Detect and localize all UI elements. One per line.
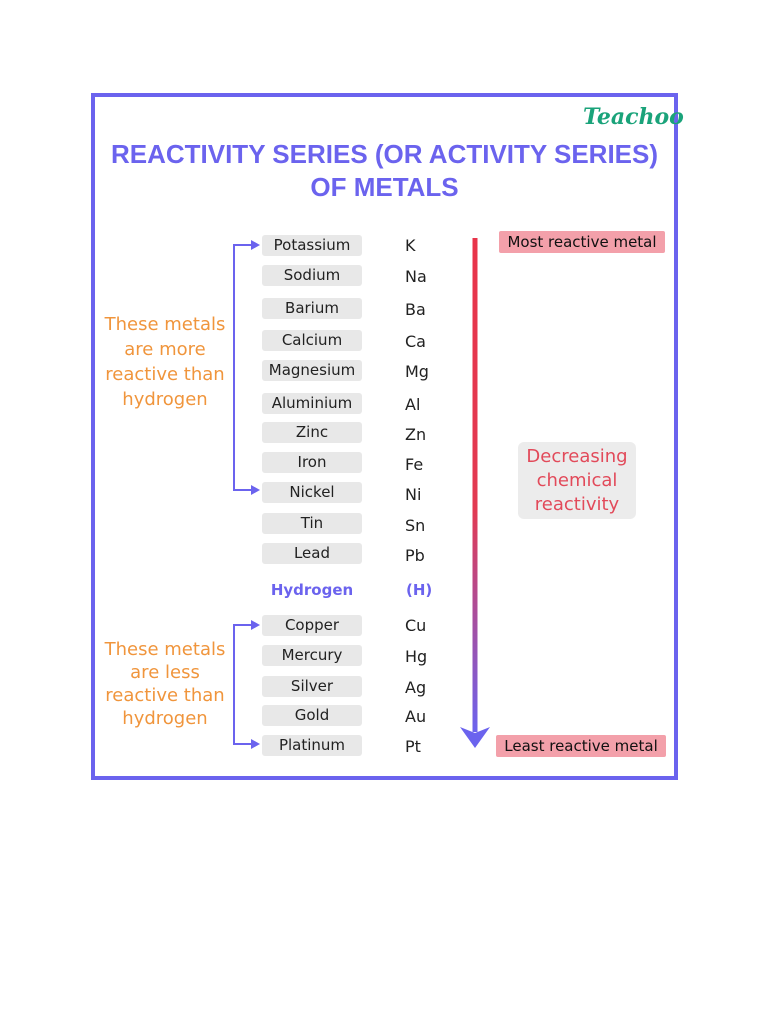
metal-name: Gold [262, 705, 362, 726]
metal-symbol: Zn [405, 425, 427, 444]
metal-name: Aluminium [262, 393, 362, 414]
title-line-2: OF METALS [310, 172, 459, 202]
metal-name: Lead [262, 543, 362, 564]
metal-symbol: Cu [405, 616, 427, 635]
metal-name: Iron [262, 452, 362, 473]
metal-symbol: Hg [405, 647, 428, 666]
trend-line: reactivity [534, 494, 620, 515]
metal-symbol: Mg [405, 362, 429, 381]
metal-symbol: K [405, 236, 416, 255]
metal-name: Sodium [262, 265, 362, 286]
label-line: hydrogen [122, 708, 208, 729]
metal-name: Magnesium [262, 360, 362, 381]
label-line: hydrogen [122, 389, 208, 410]
metal-symbol: Au [405, 707, 427, 726]
label-line: are less [130, 662, 200, 683]
bracket-more [234, 245, 254, 490]
hydrogen-name: Hydrogen [270, 581, 354, 599]
label-line: are more [124, 339, 206, 360]
metal-name: Tin [262, 513, 362, 534]
arrowhead-icon [251, 485, 260, 495]
metal-name: Silver [262, 676, 362, 697]
metal-symbol: Ca [405, 332, 426, 351]
bracket-less [234, 625, 254, 744]
metal-name: Nickel [262, 482, 362, 503]
metal-symbol: Sn [405, 516, 426, 535]
metal-symbol: Fe [405, 455, 424, 474]
metal-name: Copper [262, 615, 362, 636]
metal-name: Barium [262, 298, 362, 319]
trend-label [518, 442, 636, 519]
arrowhead-icon [251, 240, 260, 250]
metal-symbol: Ba [405, 300, 426, 319]
label-line: reactive than [105, 364, 225, 385]
brand-logo: Teachoo [583, 104, 684, 130]
metal-symbol: Al [405, 395, 421, 414]
bracket-less-line [234, 625, 254, 744]
arrowhead-icon [251, 739, 260, 749]
least-reactive-tag: Least reactive metal [496, 735, 666, 757]
trend-line: chemical [536, 470, 618, 491]
metal-symbol: Ag [405, 678, 427, 697]
metal-name: Platinum [262, 735, 362, 756]
title-line-1: REACTIVITY SERIES (OR ACTIVITY SERIES) [110, 139, 659, 169]
metal-name: Potassium [262, 235, 362, 256]
hydrogen-symbol: (H) [406, 581, 433, 599]
label-line: These metals [104, 314, 226, 335]
metal-name: Mercury [262, 645, 362, 666]
metal-symbol: Ni [405, 485, 422, 504]
trend-line: Decreasing [526, 446, 628, 467]
metal-symbol: Na [405, 267, 427, 286]
metal-name: Zinc [262, 422, 362, 443]
metal-symbol: Pt [405, 737, 421, 756]
bracket-more-line [234, 245, 254, 490]
arrowhead-icon [251, 620, 260, 630]
most-reactive-tag: Most reactive metal [499, 231, 665, 253]
label-line: reactive than [105, 685, 225, 706]
label-line: These metals [104, 639, 226, 660]
trend-arrow-shaft [473, 238, 478, 732]
metal-name: Calcium [262, 330, 362, 351]
metal-symbol: Pb [405, 546, 425, 565]
